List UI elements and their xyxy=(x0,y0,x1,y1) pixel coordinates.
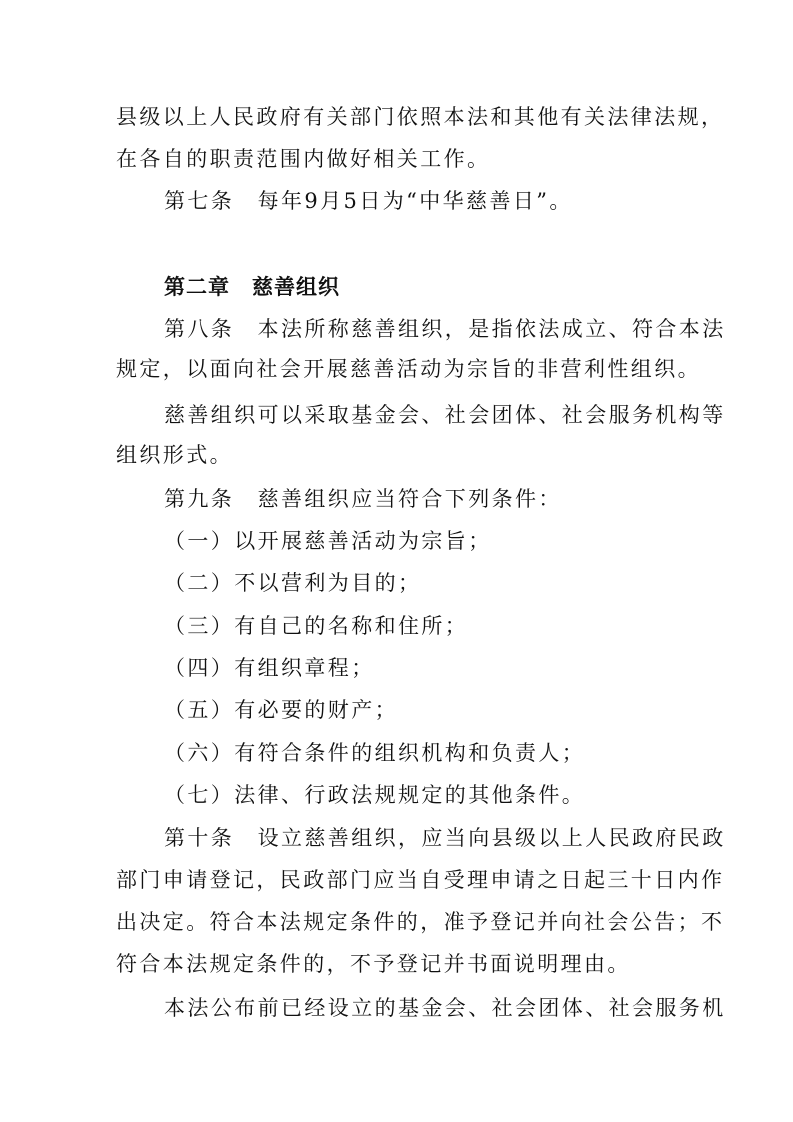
article-8: 第八条 本法所称慈善组织，是指依法成立、符合本法 xyxy=(164,317,726,341)
text-line: 县级以上人民政府有关部门依照本法和其他有关法律法规， xyxy=(116,105,725,129)
list-item: （六）有符合条件的组织机构和负责人； xyxy=(164,741,586,765)
list-item: （一）以开展慈善活动为宗旨； xyxy=(164,529,492,553)
list-item: （二）不以营利为目的； xyxy=(164,571,422,595)
list-item: （七）法律、行政法规规定的其他条件。 xyxy=(164,783,586,807)
text-line: 规定，以面向社会开展慈善活动为宗旨的非营利性组织。 xyxy=(116,357,701,381)
text-line: 本法公布前已经设立的基金会、社会团体、社会服务机 xyxy=(164,996,726,1020)
text-line: 在各自的职责范围内做好相关工作。 xyxy=(116,147,491,171)
article-7: 第七条 每年9月5日为“中华慈善日”。 xyxy=(164,189,573,213)
text-line: 慈善组织可以采取基金会、社会团体、社会服务机构等 xyxy=(164,403,726,427)
article-9: 第九条 慈善组织应当符合下列条件： xyxy=(164,487,562,511)
article-10: 第十条 设立慈善组织，应当向县级以上人民政府民政 xyxy=(164,826,726,850)
text-line: 部门申请登记，民政部门应当自受理申请之日起三十日内作 xyxy=(116,868,725,892)
text-line: 符合本法规定条件的，不予登记并书面说明理由。 xyxy=(116,952,631,976)
text-line: 组织形式。 xyxy=(116,443,233,467)
list-item: （三）有自己的名称和住所； xyxy=(164,614,469,638)
chapter-heading: 第二章 慈善组织 xyxy=(164,274,340,299)
list-item: （四）有组织章程； xyxy=(164,656,375,680)
list-item: （五）有必要的财产； xyxy=(164,698,398,722)
text-line: 出决定。符合本法规定条件的，准予登记并向社会公告；不 xyxy=(116,910,725,934)
